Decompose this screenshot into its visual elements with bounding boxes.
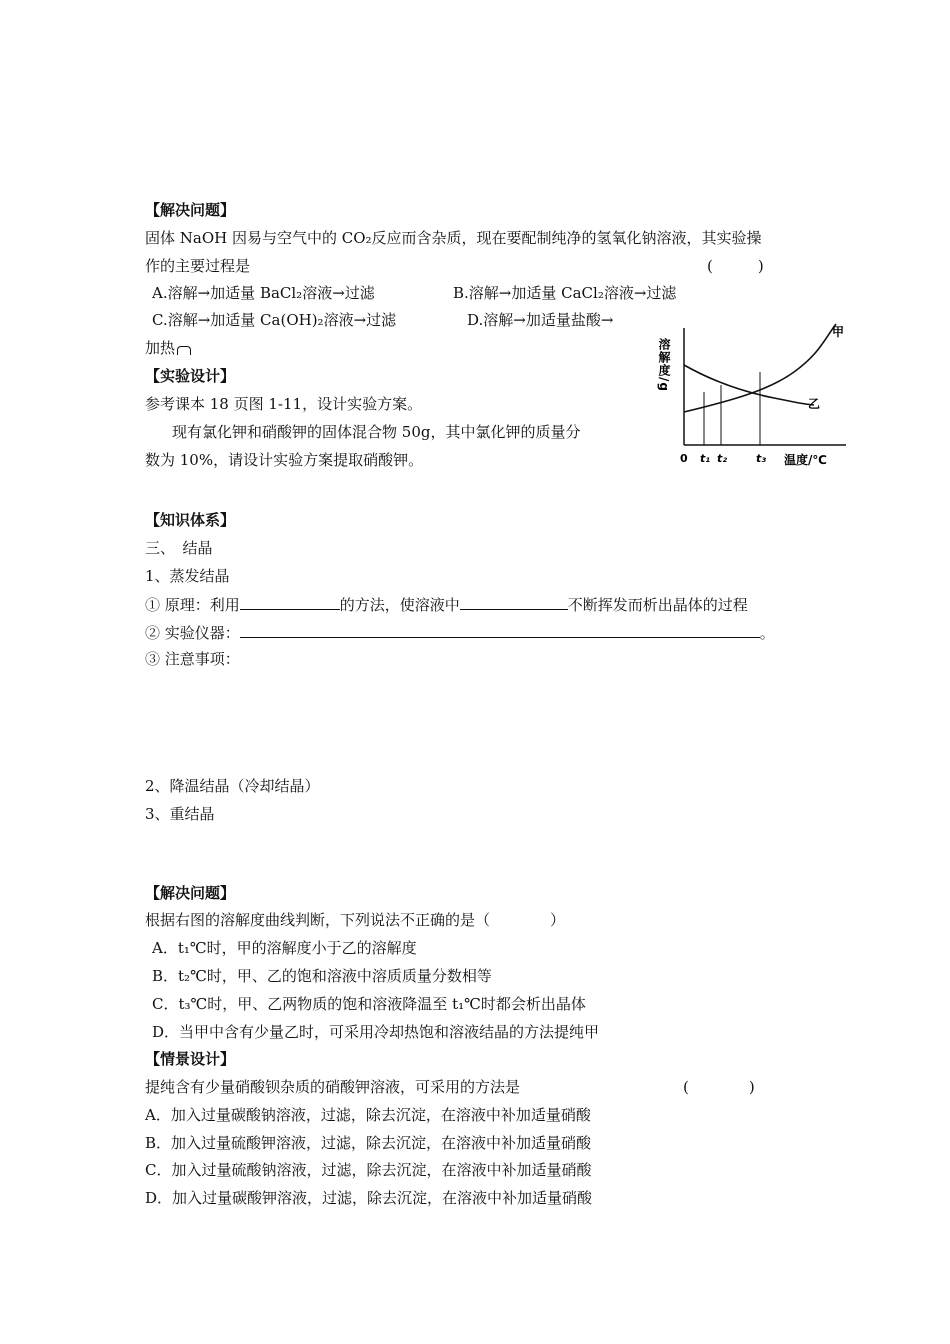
cooling-crystallization: 2、降温结晶（冷却结晶）	[145, 777, 320, 795]
principle-text-c: 不断挥发而析出晶体的过程	[567, 596, 748, 614]
answer-paren-1: ( )	[707, 257, 764, 275]
x-tick-label: t₂	[717, 452, 728, 465]
heading-scenario-design: 【情景设计】	[145, 1050, 236, 1068]
y-axis-label: 溶解度/g	[657, 338, 671, 392]
q2-option-b: B．t₂℃时，甲、乙的饱和溶液中溶质质量分数相等	[152, 967, 492, 985]
q1-option-c: C.溶解→加适量 Ca(OH)₂溶液→过滤	[152, 311, 397, 329]
blank-principle-method[interactable]	[240, 593, 340, 610]
instruments-text-b: 。	[759, 624, 775, 642]
principle-text-b: 的方法，使溶液中	[339, 596, 460, 614]
instruments-text-a: ② 实验仪器：	[145, 624, 240, 642]
q1-option-b: B.溶解→加适量 CaCl₂溶液→过滤	[453, 284, 677, 302]
heading-knowledge-system: 【知识体系】	[145, 511, 236, 529]
principle-line	[145, 593, 748, 615]
question3: 提纯含有少量硝酸钡杂质的硝酸钾溶液，可采用的方法是	[145, 1078, 521, 1096]
q2-option-a: A．t₁℃时，甲的溶解度小于乙的溶解度	[152, 939, 417, 957]
q2-option-c: C．t₃℃时，甲、乙两物质的饱和溶液降温至 t₁℃时都会析出晶体	[152, 995, 586, 1013]
notes-line: ③ 注意事项：	[145, 650, 240, 668]
recrystallization: 3、重结晶	[145, 805, 215, 823]
series-jia-label: 甲	[832, 325, 845, 339]
blank-principle-solvent[interactable]	[460, 593, 568, 610]
small-mark-icon	[177, 346, 191, 355]
principle-text-a: ① 原理：利用	[145, 596, 240, 614]
x-axis-label: 温度/℃	[784, 453, 827, 467]
q3-option-d: D．加入过量碳酸钾溶液，过滤，除去沉淀，在溶液中补加适量硝酸	[145, 1189, 593, 1207]
heading-experiment-design: 【实验设计】	[145, 367, 236, 385]
q3-option-c: C．加入过量硫酸钠溶液，过滤，除去沉淀，在溶液中补加适量硝酸	[145, 1161, 592, 1179]
heading-solve-problem-1: 【解决问题】	[145, 201, 236, 219]
crystallization-title: 三、 结晶	[145, 539, 213, 557]
q1-option-d-cont-text: 加热	[145, 339, 176, 357]
q2-option-d: D．当甲中含有少量乙时，可采用冷却热饱和溶液结晶的方法提纯甲	[152, 1023, 600, 1041]
answer-paren-3: ( )	[683, 1078, 755, 1096]
question1-line1: 固体 NaOH 因易与空气中的 CO₂反应而含杂质，现在要配制纯净的氢氧化钠溶液，其实验操	[145, 229, 762, 247]
question2: 根据右图的溶解度曲线判断，下列说法不正确的是（ ）	[145, 911, 566, 929]
blank-instruments[interactable]	[240, 621, 760, 638]
x-tick-label: t₃	[756, 452, 767, 465]
heading-solve-problem-2: 【解决问题】	[145, 884, 236, 902]
evaporation-title: 1、蒸发结晶	[145, 567, 230, 585]
x-tick-label: t₁	[700, 452, 711, 465]
design-line3: 数为 10%，请设计实验方案提取硝酸钾。	[145, 451, 424, 469]
x-tick-label: 0	[680, 452, 688, 465]
design-line1: 参考课本 18 页图 1-11，设计实验方案。	[145, 395, 423, 413]
q1-option-a: A.溶解→加适量 BaCl₂溶液→过滤	[152, 284, 375, 302]
q1-option-d: D.溶解→加适量盐酸→	[467, 311, 614, 329]
q1-option-d-continued	[145, 338, 191, 358]
question1-line2: 作的主要过程是	[145, 257, 251, 275]
series-yi-label: 乙	[808, 397, 821, 411]
solubility-chart	[654, 310, 854, 480]
instruments-line	[145, 621, 775, 643]
q3-option-b: B．加入过量硫酸钾溶液，过滤，除去沉淀，在溶液中补加适量硝酸	[145, 1134, 592, 1152]
design-line2: 现有氯化钾和硝酸钾的固体混合物 50g，其中氯化钾的质量分	[172, 423, 581, 441]
q3-option-a: A．加入过量碳酸钠溶液，过滤，除去沉淀，在溶液中补加适量硝酸	[145, 1106, 591, 1124]
